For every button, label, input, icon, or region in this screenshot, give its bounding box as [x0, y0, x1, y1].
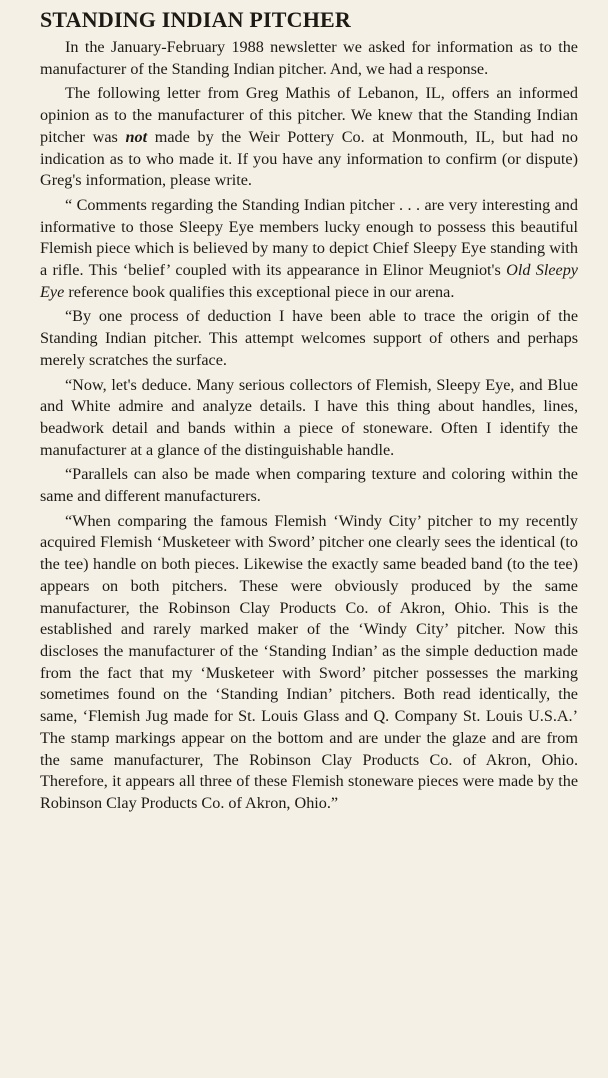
paragraph-letter-intro: [40, 83, 578, 192]
paragraph-comparison: “When comparing the famous Flemish ‘Windy City’ pitcher to my recently acquired Flemish ‘Musketeer with Sword’ pitcher one clearly sees the identical (to the tee) handle on both pieces. Likewise the exactly same beaded band (to the tee) appears on both pitchers. These were obviously produced by the same manufacturer, the Robinson Clay Products Co. of Akron, Ohio. This is the established and rarely marked maker of the ‘Windy City’ pitcher. Now this discloses the manufacturer of the ‘Standing Indian’ as the simple deduction made from the fact that my ‘Musketeer with Sword’ pitcher possesses the marking sometimes found on the ‘Standing Indian’ pitchers. Both read identically, the same, ‘Flemish Jug made for St. Louis Glass and Q. Company St. Louis U.S.A.’ The stamp markings appear on the bottom and are under the glaze and are from the same manufacturer, The Robinson Clay Products Co. of Akron, Ohio. Therefore, it appears all three of these Flemish stoneware pieces were made by the Robinson Clay Products Co. of Akron, Ohio.”: [40, 511, 578, 812]
article-title: STANDING INDIAN PITCHER: [40, 7, 352, 32]
emphasis-not: not: [125, 127, 148, 146]
book-title: Old Sleepy Eye: [40, 261, 578, 301]
paragraph-intro: In the January-February 1988 newsletter we asked for information as to the manufacturer of the Standing Indian pitcher. And, we had a response.: [40, 38, 578, 78]
paragraph-parallels: “Parallels can also be made when comparing texture and coloring within the same and different manufacturers.: [40, 465, 578, 506]
paragraph-quote-comments-part2: reference book qualifies this exceptional piece in our arena.: [64, 282, 455, 301]
paragraph-deduction: “By one process of deduction I have been able to trace the origin of the Standing Indian pitcher. This attempt welcomes support of others and perhaps merely scratches the surface.: [40, 307, 578, 369]
paragraph-quote-comments: [40, 195, 578, 304]
paragraph-details: “Now, let's deduce. Many serious collectors of Flemish, Sleepy Eye, and Blue and White admire and analyze details. I have this thing about handles, lines, beadwork detail and bands within a piece of stoneware. Often I identify the manufacturer at a glance of the distinguishable handle.: [40, 375, 578, 459]
paragraph-quote-comments-part1: “ Comments regarding the Standing Indian pitcher . . . are very interesting and informative to those Sleepy Eye members lucky enough to possess this beautiful Flemish piece which is believed by many to depict Chief Sleepy Eye standing with a rifle. This ‘belief’ coupled with its appearance in Elinor Meugniot's: [40, 195, 578, 280]
paragraph-letter-intro-part1: The following letter from Greg Mathis of Lebanon, IL, offers an informed opinion as to the manufacturer of this pitcher. We knew that the Standing Indian pitcher was: [40, 84, 578, 146]
paragraph-letter-intro-part2: made by the Weir Pottery Co. at Monmouth, IL, but had no indication as to who made it. If you have any information to confirm (or dispute) Greg's information, please write.: [40, 127, 578, 190]
